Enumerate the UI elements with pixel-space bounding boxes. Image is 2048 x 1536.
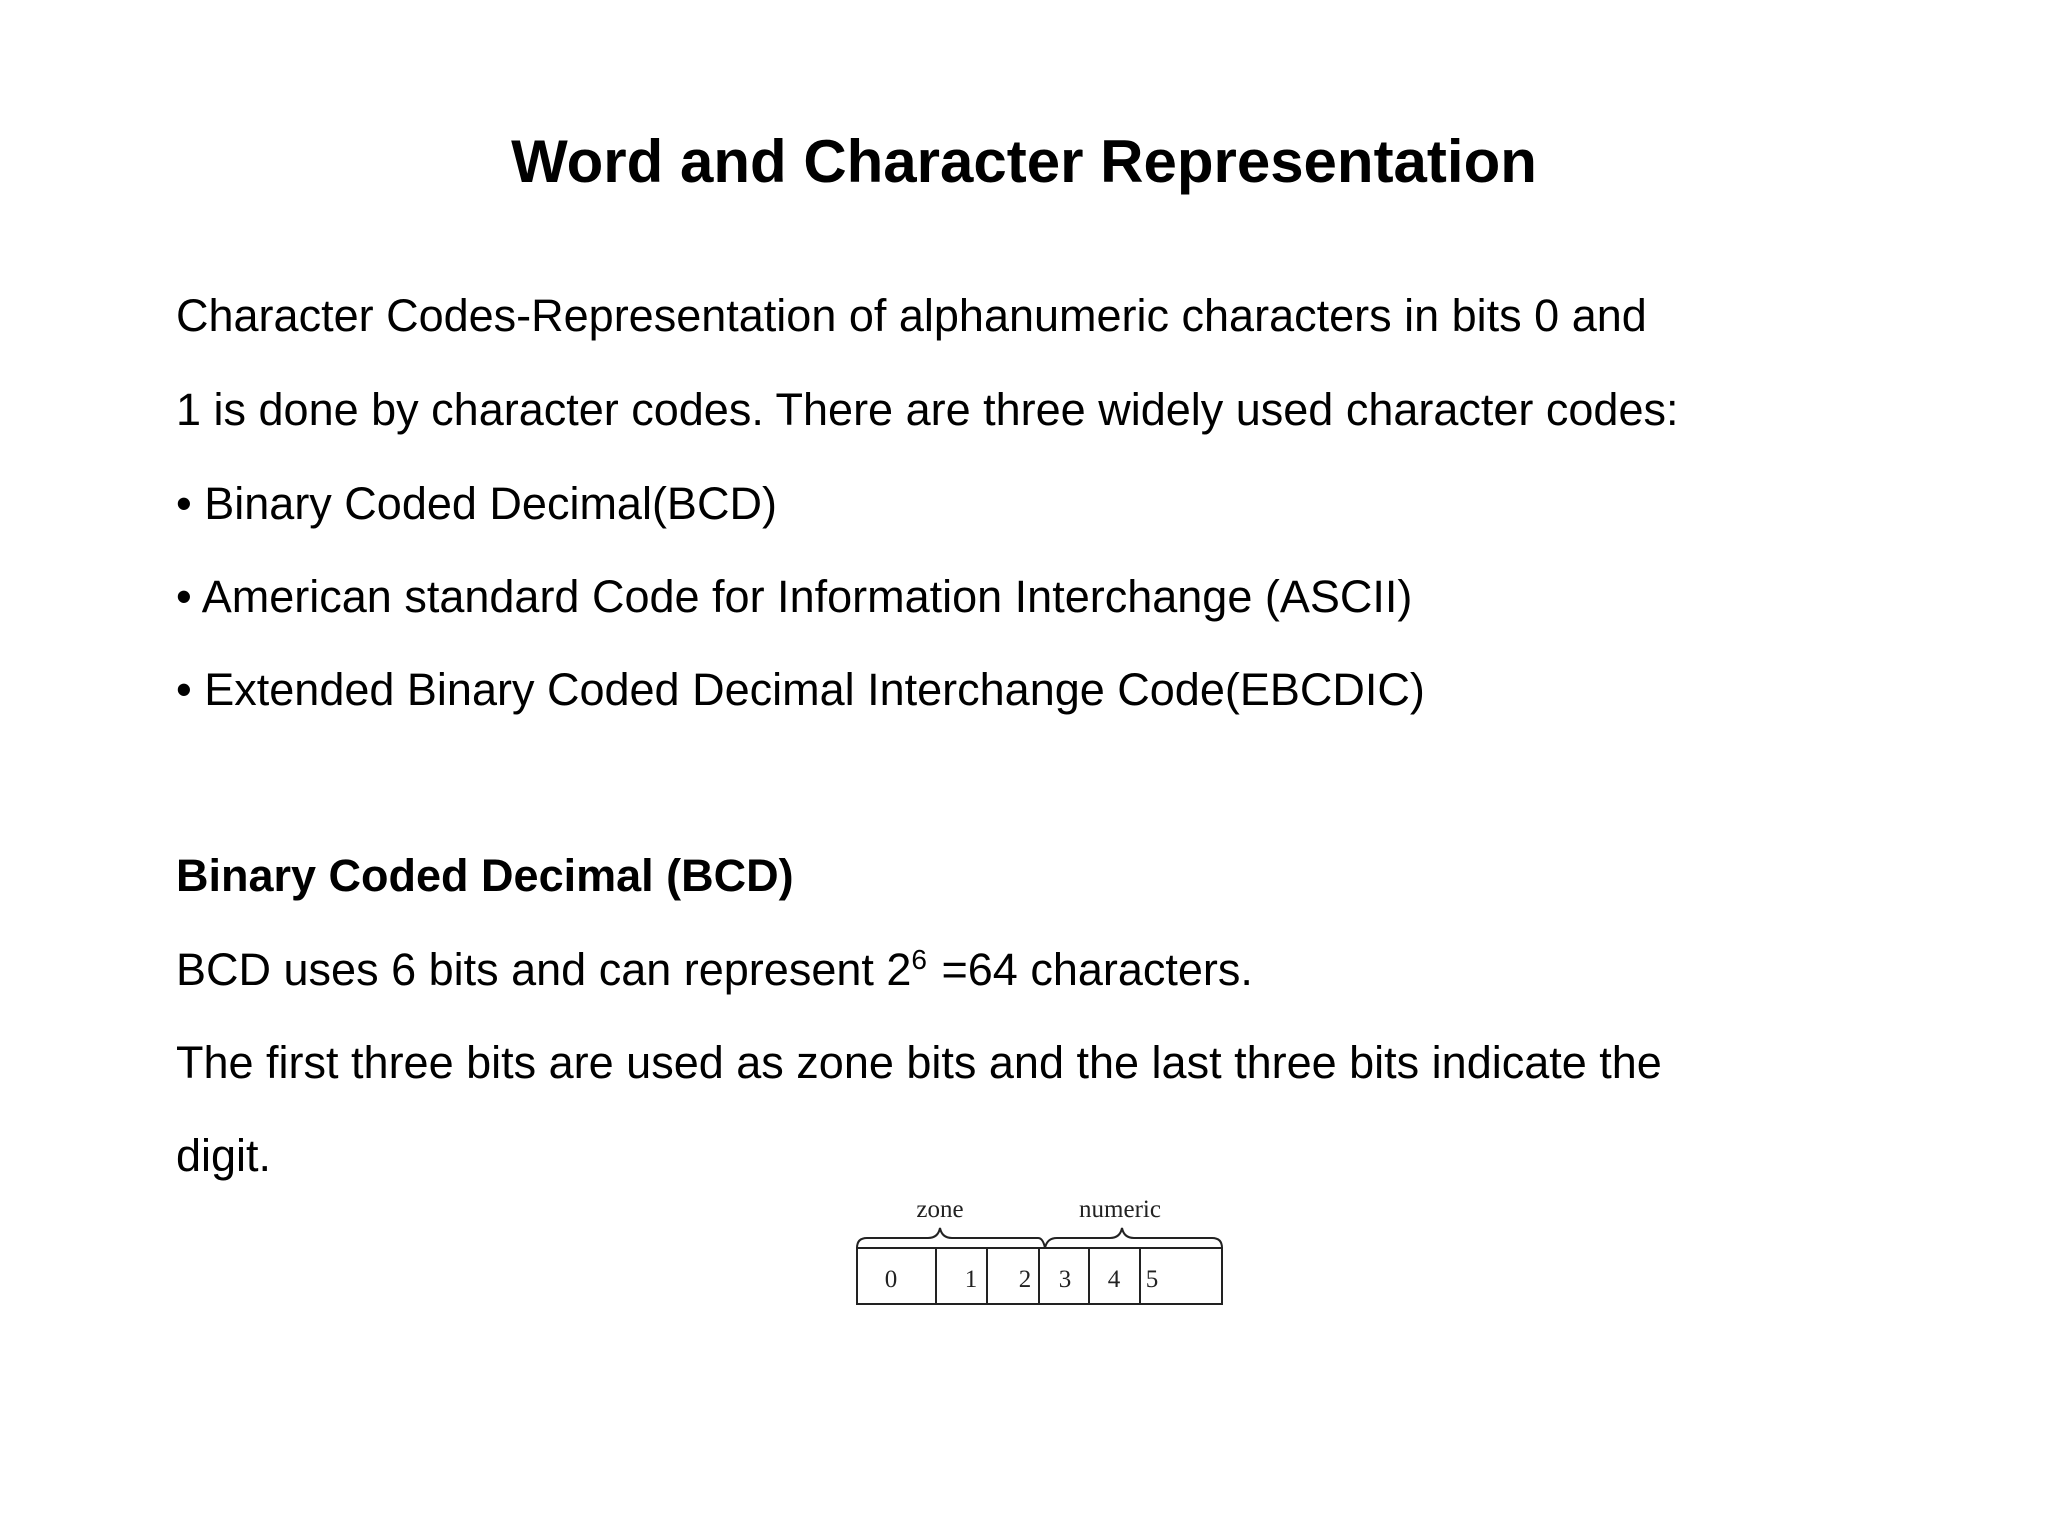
zone-line-2: digit. <box>176 1130 272 1181</box>
bullet-ebcdic: • Extended Binary Coded Decimal Interchange Code(EBCDIC) <box>176 664 1425 715</box>
bcd-text-before: BCD uses 6 bits and can represent 2 <box>176 944 912 995</box>
bit-5: 5 <box>1145 1266 1159 1293</box>
zone-label: zone <box>916 1196 964 1223</box>
bcd-description <box>176 940 1253 1006</box>
slide-title: Word and Character Representation <box>511 128 1537 195</box>
numeric-label: numeric <box>1079 1196 1161 1223</box>
bit-1: 1 <box>964 1266 978 1293</box>
intro-line-2: 1 is done by character codes. There are three widely used character codes: <box>176 384 1679 435</box>
bit-0: 0 <box>884 1266 898 1293</box>
bcd-superscript: 6 <box>911 944 927 975</box>
zone-brace <box>857 1228 1045 1248</box>
numeric-brace <box>1045 1228 1222 1248</box>
section-heading: Binary Coded Decimal (BCD) <box>176 850 794 901</box>
bcd-bit-diagram <box>830 1178 1250 1318</box>
bcd-text-after: =64 characters. <box>928 944 1253 995</box>
bullet-bcd: • Binary Coded Decimal(BCD) <box>176 478 777 529</box>
zone-line-1: The first three bits are used as zone bits and the last three bits indicate the <box>176 1037 1662 1088</box>
bit-2: 2 <box>1018 1266 1032 1293</box>
bit-3: 3 <box>1058 1266 1072 1293</box>
intro-line-1: Character Codes-Representation of alphanumeric characters in bits 0 and <box>176 290 1647 341</box>
bullet-ascii: • American standard Code for Information Interchange (ASCII) <box>176 571 1413 622</box>
bit-4: 4 <box>1107 1266 1121 1293</box>
